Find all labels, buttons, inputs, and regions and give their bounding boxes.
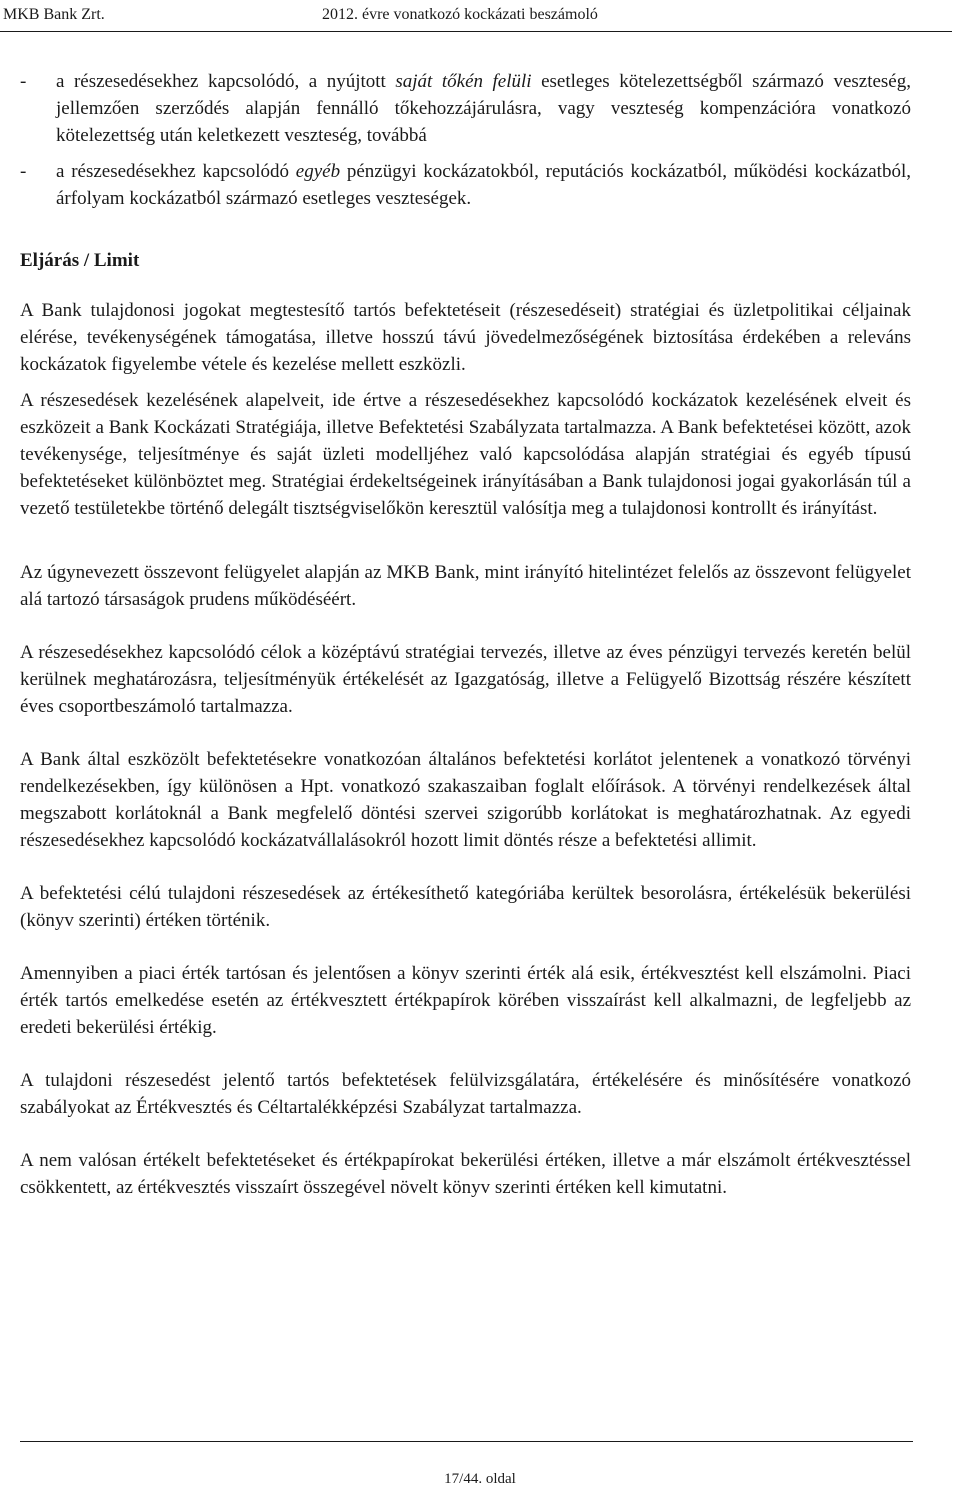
bullet-emphasis: saját tőkén felüli xyxy=(395,71,532,92)
paragraph: A tulajdoni részesedést jelentő tartós befektetések felülvizsgálatára, értékelésére és minősítésére vonatkozó szabályokat az Értékvesztés és Céltartalékképzési Szabályzat tartalmazza. xyxy=(20,1070,911,1118)
header-report-title: 2012. évre vonatkozó kockázati beszámoló xyxy=(322,6,598,23)
page-header xyxy=(0,6,960,32)
bullet-text: esetleges kötelezettségből származó veszteség, jellemzően szerződés alapján fennálló tőkehozzájárulásra, vagy veszteség kompenzációra vonatkozó kötelezettség után keletkezett veszteség, továbbá xyxy=(56,71,911,146)
paragraph: A Bank tulajdonosi jogokat megtestesítő tartós befektetéseit (részesedéseit) stratégiai és üzletpolitikai céljainak elérése, tevékenységének támogatása, illetve hosszú távú jövedelmezőségének biztosítása érdekében a releváns kockázatok figyelembe vétele és kezelése mellett eszközli. xyxy=(20,300,911,375)
bullet-text: pénzügyi kockázatokból, reputációs kockázatból, működési kockázatból, árfolyam kockázatból származó esetleges veszteségek. xyxy=(56,161,911,209)
paragraph: A befektetési célú tulajdoni részesedések az értékesíthető kategóriába kerültek besorolásra, értékelésük bekerülési (könyv szerinti) értéken történik. xyxy=(20,883,911,931)
paragraph: A nem valósan értékelt befektetéseket és értékpapírokat bekerülési értéken, illetve a már elszámolt értékvesztéssel csökkentett, az értékvesztés visszaírt összegével növelt könyv szerinti értéken kell kimutatni. xyxy=(20,1150,911,1198)
document-body xyxy=(20,64,911,1201)
paragraph: Az úgynevezett összevont felügyelet alapján az MKB Bank, mint irányító hitelintézet felelős az összevont felügyelet alá tartozó társaságok prudens működéséért. xyxy=(20,562,911,610)
paragraph: A részesedésekhez kapcsolódó célok a középtávú stratégiai tervezés, illetve az éves pénzügyi tervezés keretén belül kerülnek meghatározásra, teljesítményük értékelését az Igazgatóság, illetve a Felügyelő Bizottság részére készített éves csoportbeszámoló tartalmazza. xyxy=(20,642,911,717)
bullet-text: a részesedésekhez kapcsolódó, a nyújtott xyxy=(56,71,396,92)
paragraph: Amennyiben a piaci érték tartósan és jelentősen a könyv szerinti érték alá esik, értékvesztést kell elszámolni. Piaci érték tartós emelkedése esetén az értékvesztett értékpapírok körében visszaírást kell alkalmazni, de legfeljebb az eredeti bekerülési értékig. xyxy=(20,963,911,1038)
page-number: 17/44. oldal xyxy=(444,1471,516,1487)
bullet-dash: - xyxy=(20,161,27,182)
footer-divider xyxy=(20,1441,913,1442)
bullet-emphasis: egyéb xyxy=(295,161,341,182)
bullet-item xyxy=(20,68,911,149)
bullet-dash: - xyxy=(20,71,27,92)
header-company: MKB Bank Zrt. xyxy=(3,6,105,23)
bullet-item xyxy=(20,158,911,212)
section-heading: Eljárás / Limit xyxy=(20,250,140,271)
paragraph: A részesedések kezelésének alapelveit, ide értve a részesedésekhez kapcsolódó kockázatok kezelésének elveit és eszközeit a Bank Kockázati Stratégiája, illetve Befektetési Szabályzata tartalmazza. A Bank befektetései között, azok tevékenysége, teljesítménye és saját üzleti modelljéhez való kapcsolódása alapján stratégiai és egyéb típusú befektetéseket különböztet meg. Stratégiai érdekeltségeinek irányításában a Bank tulajdonosi jogai gyakorlásán túl a vezető testületekbe történő delegált tisztségviselőkön keresztül valósítja meg a tulajdonosi kontrollt és irányítást. xyxy=(20,390,911,519)
header-divider xyxy=(0,31,952,32)
bullet-text: a részesedésekhez kapcsolódó xyxy=(56,161,296,182)
paragraph: A Bank által eszközölt befektetésekre vonatkozóan általános befektetési korlátot jelentenek a vonatkozó törvényi rendelkezésekben, így különösen a Hpt. vonatkozó szakaszaiban foglalt előírások. A törvényi rendelkezések által megszabott korlátoknál a Bank megfelelő döntési szervei szigorúbb korlátokat is meghatározhatnak. Az egyedi részesedésekhez kapcsolódó kockázatvállalásokról hozott limit döntés része a befektetési allimit. xyxy=(20,749,911,851)
